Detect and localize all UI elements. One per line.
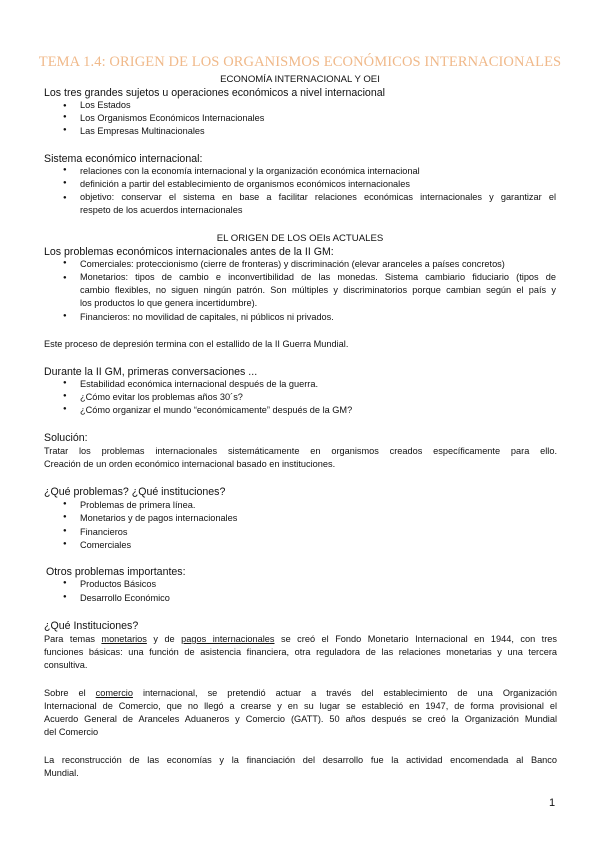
para-line: Internacional de Comercio, que no llegó a crearse y en su lugar se estableció en 1947, de forma provisional el bbox=[44, 701, 557, 711]
para-line: Sobre el comercio internacional, se pretendió actuar a través del establecimiento de una Organización bbox=[44, 688, 558, 698]
s6-heading: Solución: bbox=[44, 432, 88, 444]
list-item: ● Comerciales: proteccionismo (cierre de fronteras) y discriminación (elevar aranceles a países concretos) bbox=[80, 259, 505, 269]
list-item: ● Estabilidad económica internacional después de la guerra. bbox=[80, 379, 318, 389]
document-title: TEMA 1.4: ORIGEN DE LOS ORGANISMOS ECONÓMICOS INTERNACIONALES bbox=[38, 54, 562, 70]
list-item: ● Los Estados bbox=[80, 100, 131, 110]
s9-paragraph-3 bbox=[44, 754, 557, 780]
s8-heading: Otros problemas importantes: bbox=[46, 566, 186, 578]
section-subtitle-2: EL ORIGEN DE LOS OEIs ACTUALES bbox=[216, 233, 384, 244]
list-item: ● Las Empresas Multinacionales bbox=[80, 126, 205, 136]
s2-heading: Sistema económico internacional: bbox=[44, 153, 203, 165]
list-item: ● Productos Básicos bbox=[80, 579, 156, 589]
underlined-term: monetarios bbox=[101, 634, 147, 644]
list-item: ● relaciones con la economía internacional y la organización económica internacional bbox=[80, 166, 420, 176]
list-item: ● ¿Cómo evitar los problemas años 30´s? bbox=[80, 392, 243, 402]
s5-intro: Durante la II GM, primeras conversaciones ... bbox=[44, 366, 258, 378]
s9-paragraph-2 bbox=[44, 687, 557, 739]
list-item: ● definición a partir del establecimiento de organismos económicos internacionales bbox=[80, 179, 410, 189]
list-item: ● Problemas de primera línea. bbox=[80, 500, 195, 510]
para-line: funciones básicas: una función de asistencia financiera, otra reguladora de las relaciones monetarias y una tercera bbox=[44, 647, 557, 657]
s6-paragraph bbox=[44, 445, 557, 471]
para-line: Para temas monetarios y de pagos internacionales se creó el Fondo Monetario Internacional en 1944, con tres bbox=[44, 634, 557, 644]
para-line: Creación de un orden económico internacional basado en instituciones. bbox=[44, 459, 336, 469]
list-line: respeto de los acuerdos internacionales bbox=[80, 205, 243, 215]
list-item: ● Desarrollo Económico bbox=[80, 593, 170, 603]
list-item: ● ¿Cómo organizar el mundo “económicamente” después de la GM? bbox=[80, 405, 352, 415]
para-line: Tratar los problemas internacionales sistemáticamente en organismos creados específicamente para ello. bbox=[44, 446, 557, 456]
underlined-term: pagos internacionales bbox=[181, 634, 275, 644]
para-line: del Comercio bbox=[44, 727, 99, 737]
s4-text: Este proceso de depresión termina con el estallido de la II Guerra Mundial. bbox=[44, 339, 349, 349]
underlined-term: comercio bbox=[95, 688, 133, 698]
page-number: 1 bbox=[549, 797, 556, 809]
list-item: ● Financieros bbox=[80, 527, 128, 537]
s9-heading: ¿Qué Instituciones? bbox=[44, 620, 139, 632]
list-item: ● Monetarios y de pagos internacionales bbox=[80, 513, 237, 523]
s9-paragraph-1 bbox=[44, 633, 557, 672]
para-line: La reconstrucción de las economías y la financiación del desarrollo fue la actividad encomendada al Banco bbox=[44, 755, 557, 765]
list-line: los productos lo que genera incertidumbre). bbox=[80, 298, 258, 308]
list-item-multiline bbox=[80, 271, 556, 310]
list-item: ● Comerciales bbox=[80, 540, 131, 550]
para-line: consultiva. bbox=[44, 660, 88, 670]
s7-heading: ¿Qué problemas? ¿Qué instituciones? bbox=[44, 486, 226, 498]
list-item: ● Financieros: no movilidad de capitales, ni públicos ni privados. bbox=[80, 312, 334, 322]
list-line: objetivo: conservar el sistema en base a facilitar relaciones económicas internacionales y garantizar el bbox=[80, 192, 556, 202]
section-subtitle-1: ECONOMÍA INTERNACIONAL Y OEI bbox=[220, 74, 380, 85]
s3-intro: Los problemas económicos internacionales antes de la II GM: bbox=[44, 246, 334, 258]
para-line: Acuerdo General de Aranceles Aduaneros y Comercio (GATT). 50 años después se creó la Organización Mundial bbox=[44, 714, 557, 724]
list-item: ● Los Organismos Económicos Internacionales bbox=[80, 113, 264, 123]
list-item-multiline bbox=[80, 191, 556, 217]
list-line: cambio flexibles, no siguen ningún patrón. Son múltiples y discriminatorios porque cambian según el país y bbox=[80, 285, 556, 295]
s1-intro: Los tres grandes sujetos u operaciones económicos a nivel internacional bbox=[44, 87, 385, 99]
list-line: Monetarios: tipos de cambio e inconvertibilidad de las monedas. Sistema cambiario fiduciario (tipos de bbox=[80, 272, 556, 282]
bullet-icon: ● bbox=[63, 195, 67, 201]
bullet-icon: ● bbox=[63, 275, 67, 281]
para-line: Mundial. bbox=[44, 768, 79, 778]
